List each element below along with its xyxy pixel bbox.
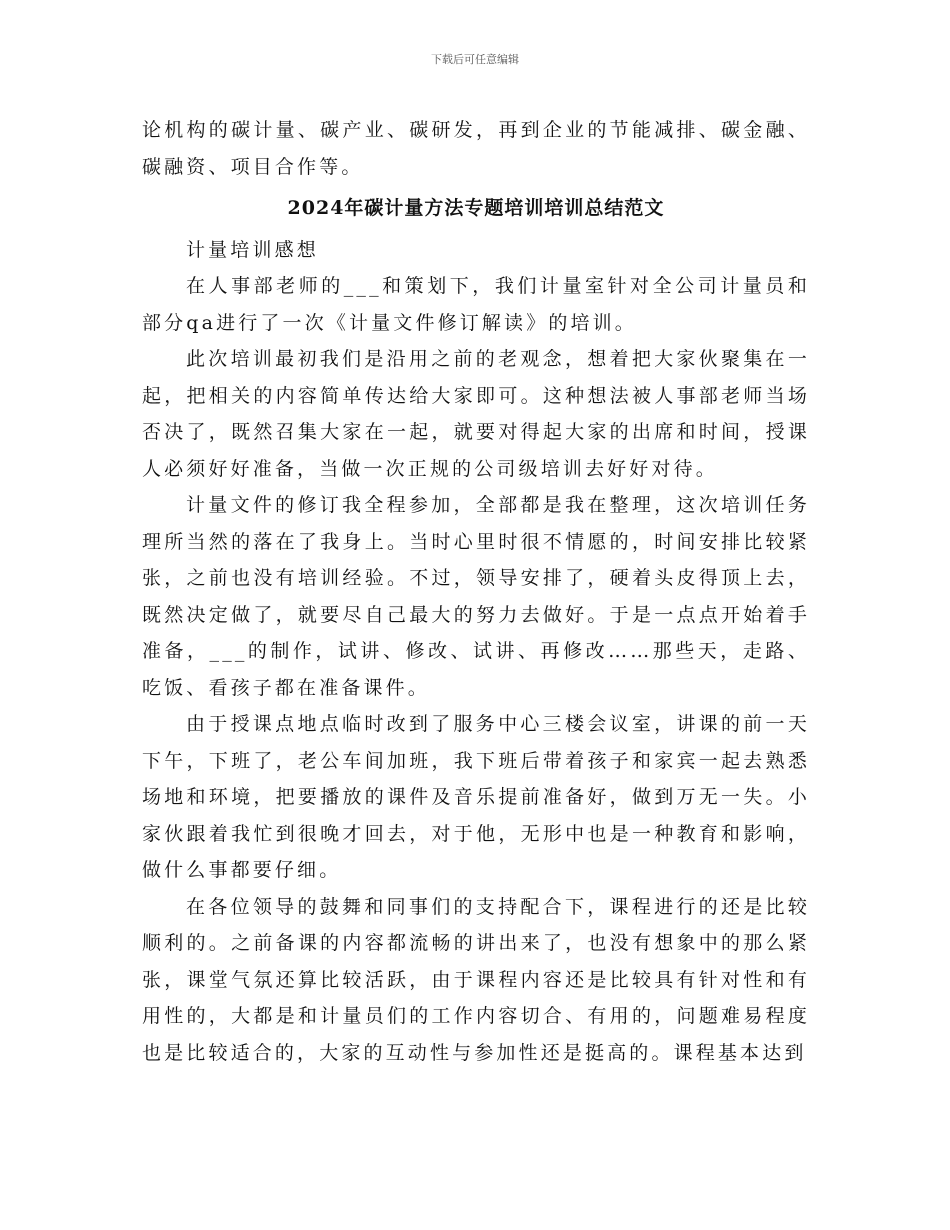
page-header: 下载后可任意编辑 bbox=[431, 53, 519, 66]
document-title: 2024年碳计量方法专题培训培训总结范文 bbox=[287, 197, 665, 219]
paragraph: 在人事部老师的___和策划下，我们计量室针对全公司计量员和部分qa进行了一次《计量文件修订解读》的培训。 bbox=[142, 275, 810, 334]
paragraph: 由于授课点地点临时改到了服务中心三楼会议室，讲课的前一天下午，下班了，老公车间加班，我下班后带着孩子和家宾一起去熟悉场地和环境，把要播放的课件及音乐提前准备好，做到万无一失。小家伙跟着我忙到很晚才回去，对于他，无形中也是一种教育和影响，做什么事都要仔细。 bbox=[142, 713, 810, 881]
paragraph: 计量文件的修订我全程参加，全部都是我在整理，这次培训任务理所当然的落在了我身上。当时心里时很不情愿的，时间安排比较紧张，之前也没有培训经验。不过，领导安排了，硬着头皮得顶上去，既然决定做了，就要尽自己最大的努力去做好。于是一点点开始着手准备，___的制作，试讲、修改、试讲、再修改……那些天，走路、吃饭、看孩子都在准备课件。 bbox=[142, 494, 810, 699]
document-body bbox=[142, 112, 810, 1071]
paragraph: 在各位领导的鼓舞和同事们的支持配合下，课程进行的还是比较顺利的。之前备课的内容都流畅的讲出来了，也没有想象中的那么紧张，课堂气氛还算比较活跃，由于课程内容还是比较具有针对性和有用性的，大都是和计量员们的工作内容切合、有用的，问题难易程度也是比较适合的，大家的互动性与参加性还是挺高的。课程基本达到 bbox=[142, 895, 810, 1064]
paragraph: 此次培训最初我们是沿用之前的老观念，想着把大家伙聚集在一起，把相关的内容简单传达给大家即可。这种想法被人事部老师当场否决了，既然召集大家在一起，就要对得起大家的出席和时间，授课人必须好好准备，当做一次正规的公司级培训去好好对待。 bbox=[142, 348, 810, 480]
section-subheading: 计量培训感想 bbox=[186, 238, 319, 261]
continuation-paragraph: 论机构的碳计量、碳产业、碳研发，再到企业的节能减排、碳金融、碳融资、项目合作等。 bbox=[142, 119, 810, 178]
